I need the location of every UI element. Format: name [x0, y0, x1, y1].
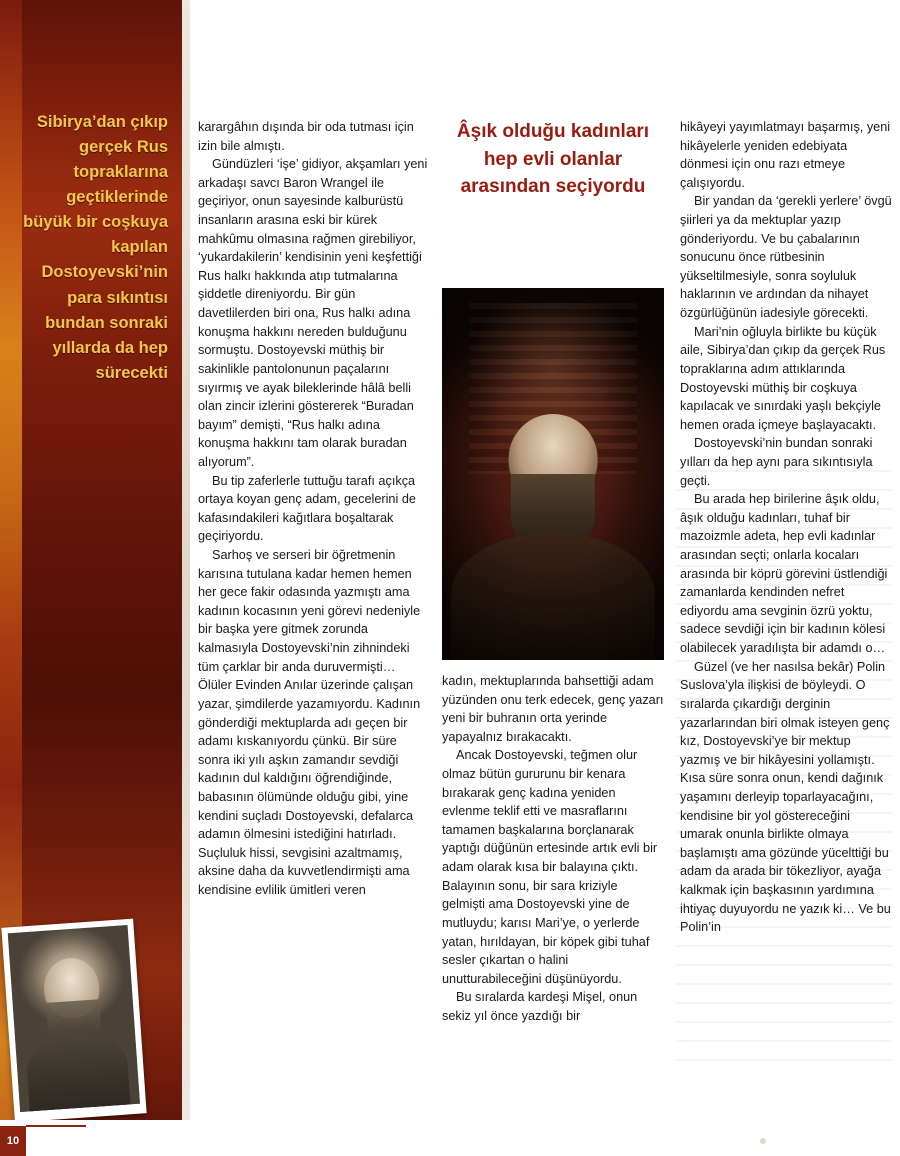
text-column-2 [442, 672, 664, 1026]
paragraph: Gündüzleri ‘işe’ gidiyor, akşamları yeni arkadaşı savcı Baron Wrangel ile geçiriyor, onun sayesinde kalburüstü insanların arasına eski bir kürek mahkûmu olmasına rağmen girebiliyor, ‘yukardakilerin’ kendisinin yeni keşfettiği Rus halkı hakkında atıp tutmalarına şiddetle direniyordu. Bir gün davetlilerden biri ona, Rus halkı adına konuşma hakkını nereden bulduğunu sormuştu. Dostoyevski müthiş bir sakinlikle pantolonunun paçalarını sıyırmış ve ayak bileklerinde hâlâ belli olan zincir izlerini göstererek “Buradan bayım” demişti, “Rus halkı adına konuşma hakkını tam olarak buradan alıyorum”. [198, 157, 428, 469]
pull-quote: Âşık olduğu kadınları hep evli olanlar arasından seçiyordu [456, 121, 650, 198]
author-portrait-photo [1, 919, 146, 1123]
paragraph: Sarhoş ve serseri bir öğretmenin karısına tutulana kadar hemen hemen her gece fakir odasında yazmıştı ama kadının kocasının yeni görevi nedeniyle bir başka yere gitmek zorunda kalmasıyla Dostoyevski’nin zihnindeki tüm çarklar bir anda duruvermişti… Ölüler Evinden Anılar üzerinde çalışan yazar, şimdilerde yazamıyordu. Kadının gönderdiği mektuplarda adı geçen bir adamı kıskanıyordu çünkü. Bir süre sonra iki yılı aşkın zamandır sevdiği kadının dul kaldığını öğrendiğinde, babasının ölümünde olduğu gibi, yine kendini suçladı Dostoyevski, defalarca adamın ölmesini istediğini hatırladı. Suçluluk hissi, sevgisini azaltmamış, aksine daha da kuvvetlendirmişti ama kendisine evlilik ümitleri veren [198, 548, 421, 897]
dostoyevski-photo [442, 288, 664, 660]
paragraph: Güzel (ve her nasılsa bekâr) Polin Suslova’yla ilişkisi de böyleydi. O sıralarda çıkardığı derginin yazarlarından biri olmak isteyen genç kız, Dostoyevski’ye bir mektup yazmış ve bir hikâyesini yollamıştı. Kısa süre sonra onun, kendi dağınık yaşamını derleyip toparlayacağını, kendisine bir yol göstereceğini umarak onunla birlikte olmaya başlamıştı ama gözünde yücelttiği bu adam da arada bir tökezliyor, ayağa kalkmak için başkasının yardımına ihtiyaç duyuyordu ne yazık ki… Ve bu Polin’in [680, 659, 891, 935]
paragraph: kadın, mektuplarında bahsettiği adam yüzünden onu terk edecek, genç yazarı yeni bir buhranın orta yerinde yapayalnız bırakacaktı. [442, 674, 664, 744]
paragraph: Bu tip zaferlerle tuttuğu tarafı açıkça ortaya koyan genç adam, gecelerini de kafasındakileri kağıtlara boşaltarak geçiriyordu. [198, 473, 416, 544]
portrait-body-shape [25, 1033, 131, 1112]
page-footer [0, 1120, 900, 1156]
paragraph: Ancak Dostoyevski, teğmen olur olmaz bütün gururunu bir kenara bırakarak genç kadına yeniden evlenme teklif etti ve masraflarını tamamen başkalarına borçlanarak yaptığı düğünün ertesinde artık evli bir adam olarak kısa bir balayına çıktı. Balayının sonu, bir sara kriziyle gelmişti ama Dostoyevski yine de mutluydu; karısı Mari’ye, o yerlerde yatan, hırıldayan, bir köpek gibi tuhaf sesler çıkartan o halini unutturabileceğini düşünüyordu. [442, 748, 658, 986]
portrait-image [8, 925, 140, 1112]
footer-decorative-dot [760, 1138, 766, 1144]
paragraph: Mari’nin oğluyla birlikte bu küçük aile, Sibirya’dan çıkıp da gerçek Rus topraklarına adım attıklarında Dostoyevski müthiş bir coşkuya kapılacak ve sınırdaki yaşlı bekçiyle hemen orada içmeye başlayacaktı. [680, 324, 886, 432]
paragraph: Dostoyevski’nin bundan sonraki yılları da hep aynı para sıkıntısıyla geçti. [680, 436, 873, 488]
text-column-3 [680, 118, 892, 937]
paragraph: Bir yandan da ‘gerekli yerlere’ övgü şiirleri ya da mektuplar yazıp gönderiyordu. Ve bu çabalarının sonucunu önce rütbesinin yükseltilmesiyle, sonra soyluluk haklarının ve ardından da nihayet özgürlüğünün iadesiyle görecekti. [680, 194, 892, 321]
article-deck: Sibirya’dan çıkıp gerçek Rus topraklarına geçtiklerinde büyük bir coşkuya kapılan Dostoyevski’nin para sıkıntısı bundan sonraki yıllarda da hep sürecekti [23, 113, 168, 382]
paragraph: hikâyeyi yayımlatmayı başarmış, yeni hikâyelerle yeniden edebiyata dönmesi için onu razı etmeye çalışıyordu. [680, 120, 891, 190]
paragraph: karargâhın dışında bir oda tutması için izin bile almıştı. [198, 120, 414, 153]
paragraph: Bu arada hep birilerine âşık oldu, âşık olduğu kadınları, tuhaf bir mazoizmle adeta, hep evli kadınlar arasından seçti; onlarla kocaları arasında bir köprü görevini üstlendiği zamanlarda kendinden nefret ediyordu ama sevginin özrü yoktu, sadece sevdiği için bir kadının kölesi olabilecek yaradılışta bir adamdı o… [680, 492, 888, 656]
page-number: 10 [0, 1126, 26, 1156]
photo-vignette [442, 288, 664, 660]
column-seam-divider [182, 0, 190, 1156]
footer-rule [26, 1125, 86, 1127]
text-column-1 [198, 118, 430, 900]
paragraph: Bu sıralarda kardeşi Mişel, onun sekiz yıl önce yazdığı bir [442, 990, 638, 1023]
